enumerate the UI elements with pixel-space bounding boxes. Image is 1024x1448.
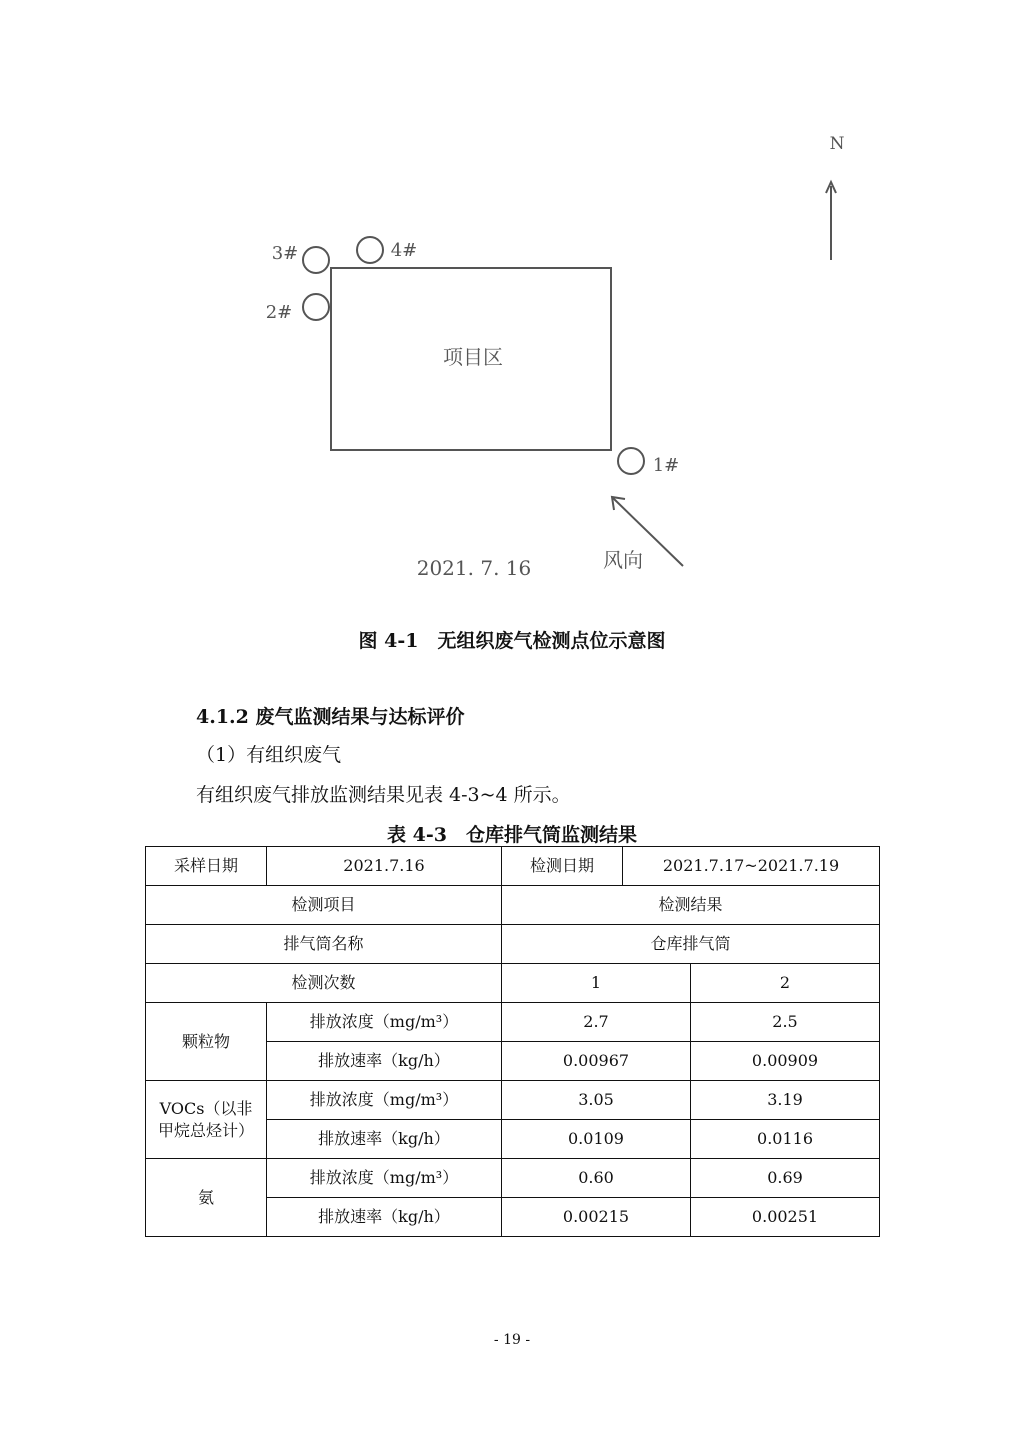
diagram-date: 2021. 7. 16: [416, 556, 532, 580]
body-paragraph: 有组织废气排放监测结果见表 4-3~4 所示。: [196, 784, 571, 806]
monitoring-point-2-marker: [303, 294, 329, 320]
value-cell: 0.00215: [502, 1198, 691, 1237]
table-row: [146, 1081, 880, 1120]
page-number: - 19 -: [493, 1332, 531, 1348]
monitoring-point-diagram: [0, 0, 1024, 620]
group-name-particulate: 颗粒物: [146, 1003, 267, 1081]
param-cell: 排放速率（kg/h）: [267, 1198, 502, 1237]
monitoring-point-1-marker: [618, 448, 644, 474]
monitoring-point-4-marker: [357, 237, 383, 263]
table-row: [146, 847, 880, 886]
table-row: [146, 1003, 880, 1042]
value-cell: 3.19: [691, 1081, 880, 1120]
monitoring-point-3-label: 3#: [271, 243, 299, 264]
sampling-date-value: 2021.7.16: [267, 847, 502, 886]
count-1: 1: [502, 964, 691, 1003]
item-header: 检测项目: [146, 886, 502, 925]
result-header: 检测结果: [502, 886, 880, 925]
value-cell: 0.69: [691, 1159, 880, 1198]
value-cell: 3.05: [502, 1081, 691, 1120]
table-caption: 表 4-3 仓库排气筒监测结果: [387, 824, 637, 846]
north-label: N: [829, 134, 845, 154]
value-cell: 0.0109: [502, 1120, 691, 1159]
value-cell: 0.00251: [691, 1198, 880, 1237]
monitoring-point-2-label: 2#: [265, 302, 293, 323]
stack-name-label: 排气筒名称: [146, 925, 502, 964]
value-cell: 0.60: [502, 1159, 691, 1198]
table-row: [146, 886, 880, 925]
monitoring-point-4-label: 4#: [390, 240, 418, 261]
monitoring-results-table: [145, 846, 880, 1237]
value-cell: 0.00967: [502, 1042, 691, 1081]
value-cell: 2.7: [502, 1003, 691, 1042]
wind-direction-label: 风向: [603, 548, 643, 572]
monitoring-point-3-marker: [303, 247, 329, 273]
monitoring-point-1-label: 1#: [652, 455, 680, 476]
group-name-vocs-line2: 甲烷总烃计）: [157, 1120, 254, 1140]
table-row: [146, 964, 880, 1003]
table-row: [146, 925, 880, 964]
group-name-vocs-line1: VOCs（以非: [159, 1098, 253, 1118]
project-area-label: 项目区: [443, 345, 503, 369]
figure-caption: 图 4-1 无组织废气检测点位示意图: [358, 630, 666, 652]
sampling-date-label: 采样日期: [146, 847, 267, 886]
param-cell: 排放浓度（mg/m³）: [267, 1159, 502, 1198]
test-date-value: 2021.7.17~2021.7.19: [623, 847, 880, 886]
count-2: 2: [691, 964, 880, 1003]
stack-name-value: 仓库排气筒: [502, 925, 880, 964]
param-cell: 排放速率（kg/h）: [267, 1042, 502, 1081]
value-cell: 0.0116: [691, 1120, 880, 1159]
test-date-label: 检测日期: [502, 847, 623, 886]
subsection-title: （1）有组织废气: [196, 744, 342, 766]
count-label: 检测次数: [146, 964, 502, 1003]
param-cell: 排放浓度（mg/m³）: [267, 1003, 502, 1042]
group-name-ammonia: 氨: [146, 1159, 267, 1237]
value-cell: 2.5: [691, 1003, 880, 1042]
group-name-vocs: [146, 1081, 267, 1159]
value-cell: 0.00909: [691, 1042, 880, 1081]
table-row: [146, 1159, 880, 1198]
param-cell: 排放浓度（mg/m³）: [267, 1081, 502, 1120]
north-arrow-icon: [826, 182, 836, 260]
param-cell: 排放速率（kg/h）: [267, 1120, 502, 1159]
section-heading: 4.1.2 废气监测结果与达标评价: [196, 706, 465, 728]
